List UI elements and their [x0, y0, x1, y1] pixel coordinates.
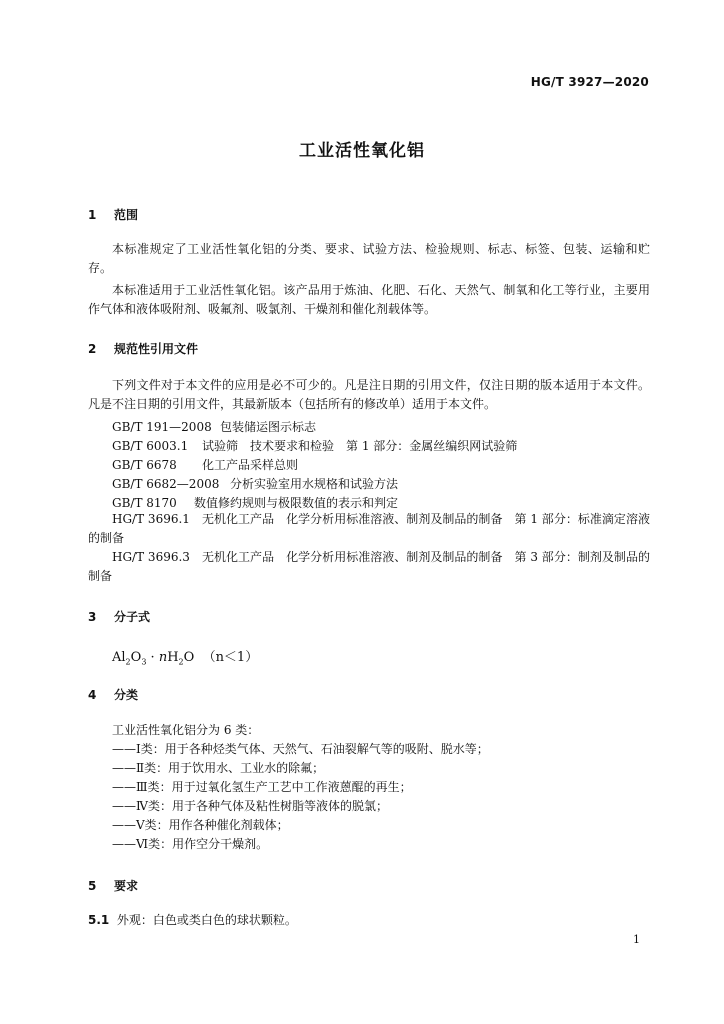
- reference-item: [112, 418, 316, 435]
- section-number: 4: [88, 688, 97, 702]
- classification-item: ——Ⅲ类：用于过氧化氢生产工艺中工作液蒽醌的再生；: [112, 780, 412, 794]
- formula-condition: （n＜1）: [202, 650, 259, 665]
- section-number: 2: [88, 342, 97, 356]
- reference-code: GB/T 6682—2008: [112, 477, 220, 491]
- reference-item: [88, 510, 650, 548]
- section-title: 分子式: [114, 610, 151, 624]
- section-title: 范围: [114, 208, 139, 222]
- reference-code: GB/T 6678: [112, 458, 177, 472]
- reference-item: [112, 456, 298, 473]
- classification-item: ——Ⅰ类：用于各种烃类气体、天然气、石油裂解气等的吸附、脱水等；: [112, 742, 489, 756]
- requirement-5-1: [88, 913, 297, 927]
- section-number: 1: [88, 208, 97, 222]
- scope-paragraph-1: 本标准规定了工业活性氧化铝的分类、要求、试验方法、检验规则、标志、标签、包装、运输和贮存。: [88, 242, 650, 275]
- reference-title: 分析实验室用水规格和试验方法: [230, 477, 399, 491]
- reference-title: 化工产品采样总则: [202, 458, 299, 472]
- section-title: 规范性引用文件: [114, 342, 199, 356]
- section-title: 分类: [114, 688, 139, 702]
- formula-sub: 3: [141, 657, 147, 667]
- reference-code: HG/T 3696.3: [112, 550, 190, 564]
- formula-part: ·: [146, 650, 159, 665]
- reference-title: 数值修约规则与极限数值的表示和判定: [194, 496, 399, 510]
- classification-intro: 工业活性氧化铝分为 6 类：: [112, 723, 260, 737]
- reference-item: [112, 494, 398, 511]
- classification-item: ——Ⅵ类：用作空分干燥剂。: [112, 837, 269, 851]
- section-title: 要求: [114, 879, 139, 893]
- reference-title: 无机化工产品 化学分析用标准溶液、制剂及制品的制备 第 1 部分：标准滴定溶液的制备: [88, 512, 650, 545]
- document-title: 工业活性氧化铝: [299, 141, 425, 161]
- standard-number: HG/T 3927—2020: [530, 75, 649, 89]
- reference-title: 试验筛 技术要求和检验 第 1 部分：金属丝编织网试验筛: [202, 439, 518, 453]
- formula-part: Al: [112, 650, 126, 665]
- formula-part: O: [130, 650, 142, 665]
- formula-part: n: [158, 650, 168, 665]
- section-4-heading: [88, 686, 138, 703]
- clause-text: 外观：白色或类白色的球状颗粒。: [116, 913, 297, 927]
- reference-item: [88, 548, 650, 586]
- section-1-heading: [88, 206, 138, 223]
- reference-title: 无机化工产品 化学分析用标准溶液、制剂及制品的制备 第 3 部分：制剂及制品的制备: [88, 550, 650, 583]
- section-number: 5: [88, 879, 97, 893]
- formula-part: H: [167, 650, 179, 665]
- reference-code: HG/T 3696.1: [112, 512, 190, 526]
- classification-item: ——Ⅴ类：用作各种催化剂载体；: [112, 818, 289, 832]
- formula-sub: 2: [178, 657, 184, 667]
- references-intro: 下列文件对于本文件的应用是必不可少的。凡是注日期的引用文件，仅注日期的版本适用于本文件。凡是不注日期的引用文件，其最新版本（包括所有的修改单）适用于本文件。: [88, 378, 650, 411]
- formula-sub: 2: [125, 657, 131, 667]
- reference-code: GB/T 6003.1: [112, 439, 189, 453]
- molecular-formula: [112, 646, 258, 667]
- reference-title: 包装储运图示标志: [220, 420, 317, 434]
- classification-item: ——Ⅱ类：用于饮用水、工业水的除氟；: [112, 761, 325, 775]
- formula-part: O: [183, 650, 195, 665]
- reference-code: GB/T 8170: [112, 496, 177, 510]
- section-3-heading: [88, 608, 150, 625]
- clause-number: 5.1: [88, 913, 110, 927]
- section-5-heading: [88, 877, 138, 894]
- reference-code: GB/T 191—2008: [112, 420, 212, 434]
- classification-item: ——Ⅳ类：用于各种气体及粘性树脂等液体的脱氯；: [112, 799, 388, 813]
- scope-paragraph-2: 本标准适用于工业活性氧化铝。该产品用于炼油、化肥、石化、天然气、制氧和化工等行业，主要用作气体和液体吸附剂、吸氟剂、吸氯剂、干燥剂和催化剂载体等。: [88, 283, 650, 316]
- reference-item: [112, 437, 517, 454]
- page-number: 1: [633, 933, 640, 946]
- section-number: 3: [88, 610, 97, 624]
- section-2-heading: [88, 340, 198, 357]
- reference-item: [112, 475, 398, 492]
